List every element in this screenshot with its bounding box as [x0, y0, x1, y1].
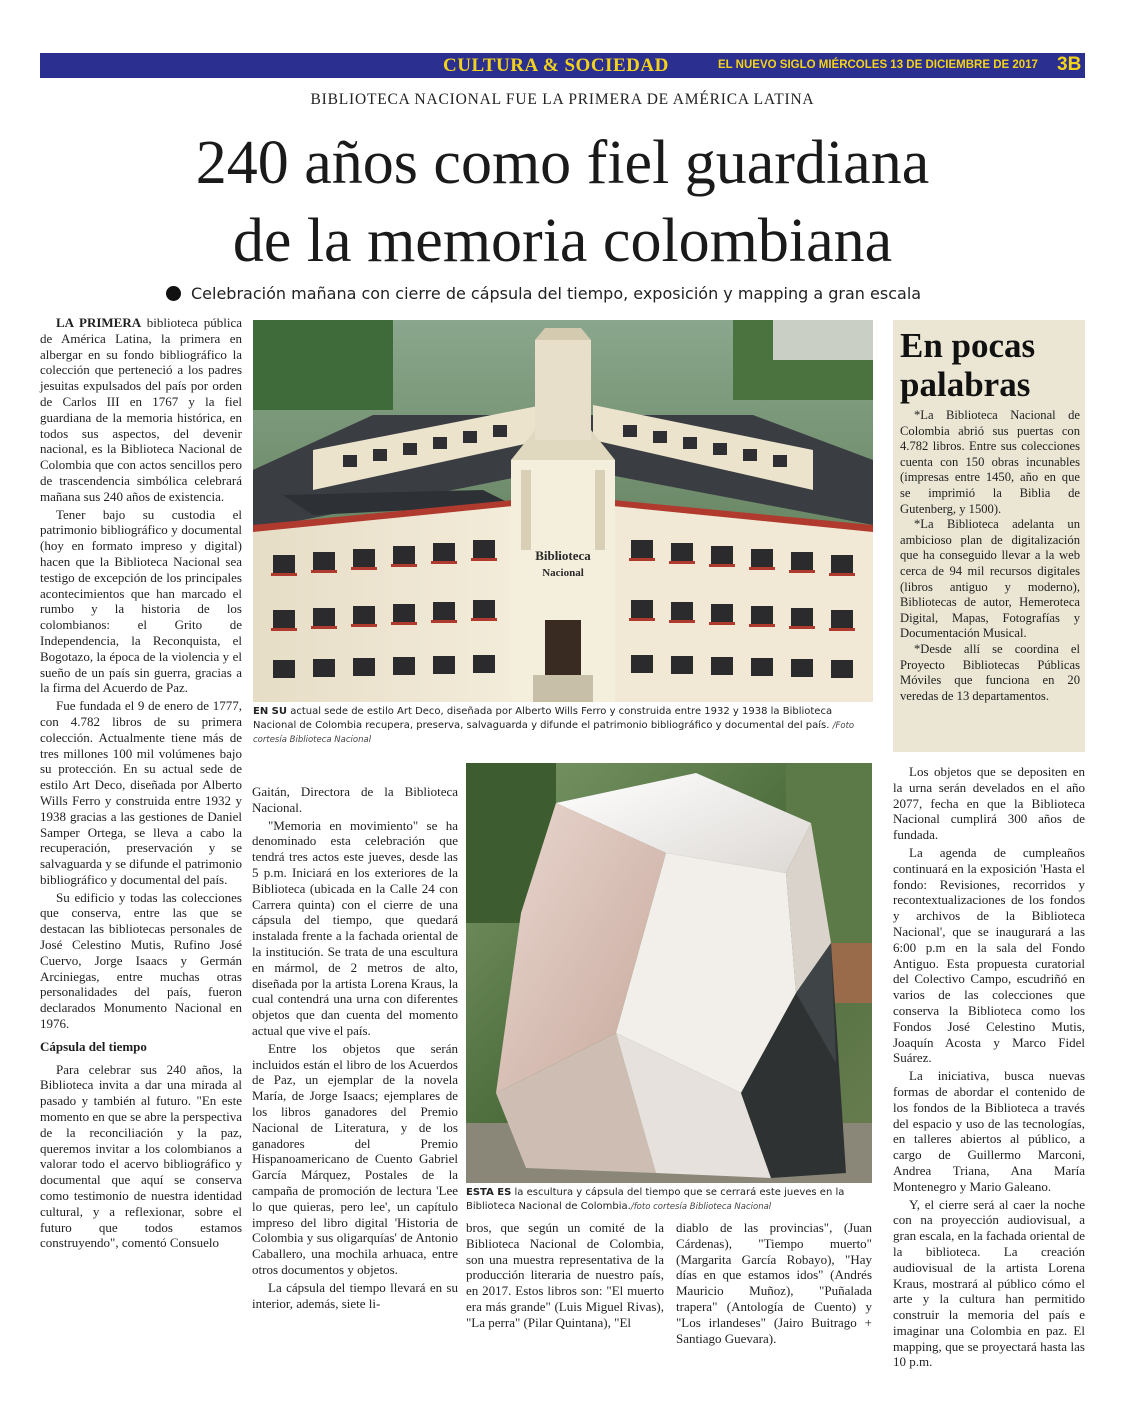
- paragraph: Gaitán, Directora de la Biblioteca Nacional.: [252, 784, 458, 815]
- paragraph: Fue fundada el 9 de enero de 1777, con 4.782 libros de su primera colección. Actualmente tiene más de tres millones 100 mil volúmenes bajo su protección. En su actual sede de estilo Art Deco, diseñada por Alberto Wills Ferro y construida entre 1932 y 1938 gracias a las gestiones de Daniel Samper Ortega, se lleva a cabo la recuperación, preservación y se salvaguarda y se difunde el patrimonio bibliográfico y documental del país.: [40, 698, 242, 887]
- article-kicker: BIBLIOTECA NACIONAL FUE LA PRIMERA DE AMÉRICA LATINA: [310, 91, 815, 108]
- sidebar-paragraph: *La Biblioteca Nacional de Colombia abrió sus puertas con 4.782 libros. Entre sus colecciones cuenta con 150 obras incunables (impresas entre 1450, año en que se imprimió la Biblia de Gutenberg, y 1500).: [900, 408, 1080, 516]
- paragraph: Entre los objetos que serán incluidos están el libro de los Acuerdos de Paz, un ejemplar de la novela María, de Jorge Isaacs; ejemplares de los libros ganadores del Premio Nacional de Literatura, y de los ganadores del Premio Hispanoamericano de Cuento Gabriel García Márquez, Postales de la campaña de promoción de lectura 'Lee lo que quieras, pero lee', un capítulo impreso del libro digital 'Historia de Colombia y sus oligarquías' de Antonio Caballero, una mochila arhuaca, entre otros documentos y objetos.: [252, 1040, 458, 1277]
- photo-caption-2: [466, 1186, 872, 1214]
- lead-in: LA PRIMERA: [56, 315, 142, 330]
- caption-text: la escultura y cápsula del tiempo que se cerrará este jueves en la Biblioteca Nacional de Colombia.: [466, 1187, 845, 1212]
- article-subhead: [166, 284, 921, 303]
- paragraph: Los objetos que se depositen en la urna serán develados en el año 2077, fecha en que la Biblioteca Nacional cumplirá 300 años de fundada.: [893, 764, 1085, 843]
- caption-text: actual sede de estilo Art Deco, diseñada por Alberto Wills Ferro y construida entre 1932 y 1938 la Biblioteca Nacional de Colombia recupera, preserva, salvaguarda y difunde el patrimonio bibliográfico y documental del país.: [253, 706, 833, 731]
- article-column-2: [252, 784, 458, 1313]
- photo-credit: /foto cortesía Biblioteca Nacional: [630, 1202, 772, 1212]
- paragraph-text: biblioteca pública de América Latina, la primera en albergar en su fondo bibliográfico la colección que perteneció a los padres jesuitas expulsados del país por orden de Carlos III en 1767 y la fiel guardiana de la memoria histórica, en todos sus aspectos, del devenir nacional, es la Biblioteca Nacional de Colombia que con actos sencillos pero de trascendencia simbólica celebrará mañana sus 240 años de existencia.: [40, 315, 242, 504]
- paragraph: La cápsula del tiempo llevará en su interior, además, siete li-: [252, 1279, 458, 1311]
- paragraph: [40, 315, 242, 505]
- paragraph: Para celebrar sus 240 años, la Biblioteca invita a dar una mirada al pasado y también al futuro. "En este momento en que se abre la perspectiva de la reconciliación y la paz, queremos invitar a los colombianos a valorar todo el acervo bibliográfico y documental que aquí se conserva como testimonio de nuestra identidad cultural, y a reflexionar, sobre el futuro que todos estamos construyendo", comentó Consuelo: [40, 1061, 242, 1251]
- sidebar-title: En pocas palabras: [900, 326, 1036, 404]
- photo-credit: /Foto cortesía Biblioteca Nacional: [253, 721, 855, 745]
- time-capsule-sculpture-illustration: [466, 763, 872, 1183]
- paragraph: Su edificio y todas las colecciones que conserva, entre las que se destacan las bibliotecas personales de José Celestino Mutis, Rufino José Cuervo, Jorge Isaacs y Germán Arciniegas, entre muchas otras personalidades del país, fueron declarados Monumento Nacional en 1976.: [40, 889, 242, 1032]
- paragraph: "Memoria en movimiento" se ha denominado esta celebración que tendrá tres actos este jueves, desde las 5 p.m. Iniciará en los exteriores de la Biblioteca (ubicada en la Calle 24 con Carrera quinta) con el cierre de una cápsula del tiempo, que quedará instalada frente a la fachada oriental de la institución. Se trata de una escultura en mármol, de 2 metros de alto, diseñada por la artista Lorena Kraus, la cual contendrá una urna con diferentes objetos que dan cuenta del momento actual que vive el país.: [252, 817, 458, 1038]
- photo-caption-1: [253, 705, 873, 747]
- paragraph: bros, que según un comité de la Biblioteca Nacional de Colombia, son una muestra representativa de la producción literaria de nuestro país, en 2017. Estos libros son: "El muerto era más grande" (Luis Miguel Rivas), "La perra" (Pilar Quintana), "El: [466, 1220, 664, 1330]
- article-subtitle: Cápsula del tiempo: [40, 1038, 147, 1054]
- paragraph: La iniciativa, busca nuevas formas de abordar el contenido de los fondos de la Biblioteca a través del espacio y uso de las tecnologías, en talleres abiertos al público, a cargo de Guillermo Marconi, Andrea Triana, Ana María Montenegro y Mario Galeano.: [893, 1068, 1085, 1194]
- sidebar-box: [893, 320, 1085, 752]
- headline-line-2: de la memoria colombiana: [232, 207, 893, 275]
- article-column-1: [40, 315, 242, 1253]
- article-column-3: [466, 1220, 664, 1333]
- article-headline: [0, 124, 1125, 280]
- paragraph: La agenda de cumpleaños continuará en la exposición 'Hasta el fondo: Revisiones, recorridos y recontextualizaciones de los fondos y archivos de la Biblioteca Nacional', que se inaugurará a las 6:00 p.m en la sala del Fondo Antiguo. Esta propuesta curatorial del Colectivo Campo, escudriñó en varios de las colecciones que conserva la Biblioteca como los Fondos José Celestino Mutis, Joaquín Acosta y Marco Fidel Suárez.: [893, 844, 1085, 1066]
- building-sign-line-2: Nacional: [542, 567, 584, 579]
- sidebar-paragraph: *Desde allí se coordina el Proyecto Bibliotecas Públicas Móviles que funciona en 20 veredas de 13 departamentos.: [900, 641, 1080, 703]
- subhead-text: Celebración mañana con cierre de cápsula del tiempo, exposición y mapping a gran escala: [191, 284, 922, 303]
- newspaper-date: EL NUEVO SIGLO MIÉRCOLES 13 DE DICIEMBRE DE 2017: [718, 59, 1038, 71]
- caption-lead: EN SU: [253, 706, 288, 717]
- paragraph: Y, el cierre será al caer la noche con na proyección audiovisual, a gran escala, en la fachada oriental de la biblioteca. La creación audiovisual de la artista Lorena Kraus, mostrará al público cómo el arte y la cultura han permitido construir la memoria del país e imaginar una Colombia en paz. El mapping, que se proyectará hasta las 10 p.m.: [893, 1196, 1085, 1370]
- sidebar-paragraph: *La Biblioteca adelanta un ambicioso plan de digitalización que ha conseguido llevar a la web cerca de 94 mil recursos digitales (libros antiguo y moderno), Bibliotecas de autor, Hemeroteca Digital, Mapas, Fotografías y Documentación Musical.: [900, 517, 1080, 641]
- building-sign-line-1: Biblioteca: [535, 548, 591, 563]
- section-label: CULTURA & SOCIEDAD: [443, 55, 669, 76]
- bullet-icon: [166, 286, 181, 301]
- article-column-5: [893, 764, 1085, 1372]
- paragraph: Tener bajo su custodia el patrimonio bibliográfico y documental (hoy en formato impreso y digital) hacen que la Biblioteca Nacional sea testigo de excepción de los principales acontecimientos que han marcado el rumbo y la historia de los colombianos: el Grito de Independencia, la Reconquista, el Bogotazo, la época de la violencia y el sueño de un país sin guerra, gracias a la firma del Acuerdo de Paz.: [40, 506, 242, 696]
- headline-line-1: 240 años como fiel guardiana: [195, 129, 930, 197]
- page-number: 3B: [1057, 54, 1082, 75]
- library-building-illustration: [253, 320, 873, 702]
- article-column-4: [676, 1220, 872, 1348]
- library-building-photo: [253, 320, 873, 702]
- caption-lead: ESTA ES: [466, 1187, 512, 1198]
- paragraph: diablo de las provincias", (Juan Cárdenas), "Tiempo muerto" (Margarita García Robayo), "Hay días en que estamos idos" (Andrés Mauricio Muñoz), "Puñalada trapera" (Antología de Cuento) y "Los irlandeses" (Jairo Buitrago + Santiago Guevara).: [676, 1220, 872, 1346]
- sculpture-photo: [466, 763, 872, 1183]
